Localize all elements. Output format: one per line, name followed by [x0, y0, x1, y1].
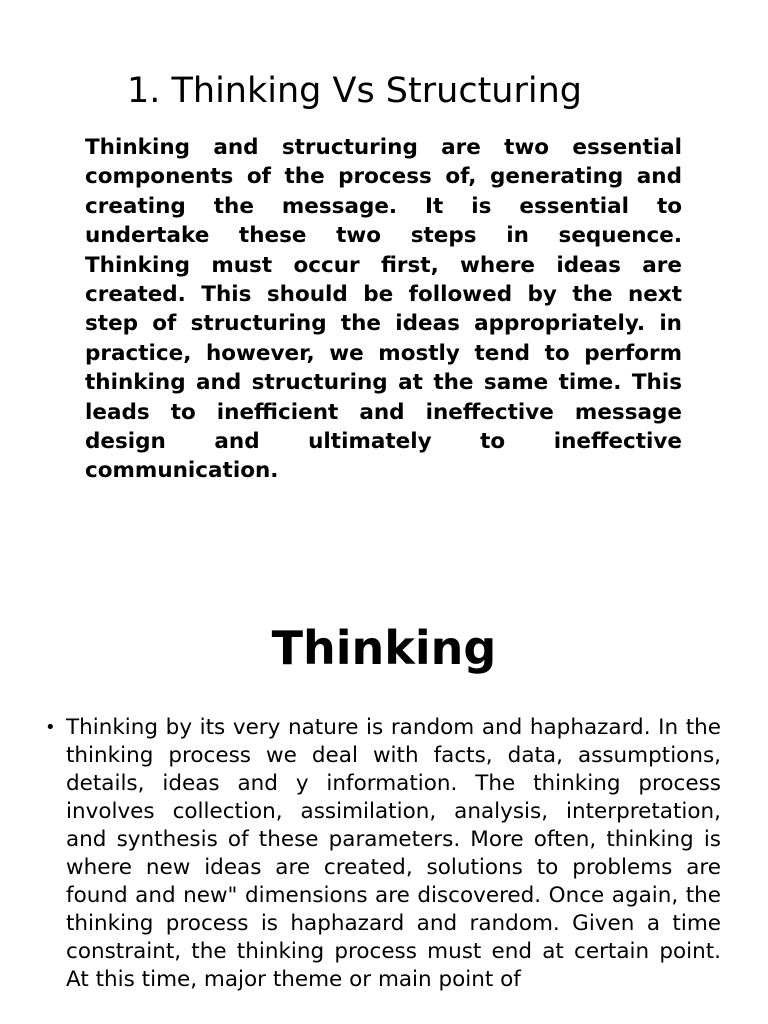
bullet-item [45, 714, 721, 994]
slide-thinking [0, 560, 768, 1024]
slide-heading: Thinking [271, 621, 497, 675]
bullet-icon: • [45, 717, 56, 738]
slide-body-paragraph: Thinking and structuring are two essential components of the process of, generating and creating the message. It is essential to undertake these two steps in sequence. Thinking must occur first, where ideas are created. This should be followed by the next step of structuring the ideas appropriately. in practice, however, we mostly tend to perform thinking and structuring at the same time. This leads to inefficient and ineffective message design and ultimately to ineffective communication. [85, 135, 682, 484]
slide-title: 1. Thinking Vs Structuring [127, 71, 582, 111]
bullet-list [45, 714, 721, 994]
bullet-text: Thinking by its very nature is random and haphazard. In the thinking process we deal with facts, data, assumptions, details, ideas and y information. The thinking process involves collection, assimilation, analysis, interpretation, and synthesis of these parameters. More often, thinking is where new ideas are created, solutions to problems are found and new" dimensions are discovered. Once again, the thinking process is haphazard and random. Given a time constraint, the thinking process must end at certain point. At this time, major theme or main point of [66, 715, 721, 992]
